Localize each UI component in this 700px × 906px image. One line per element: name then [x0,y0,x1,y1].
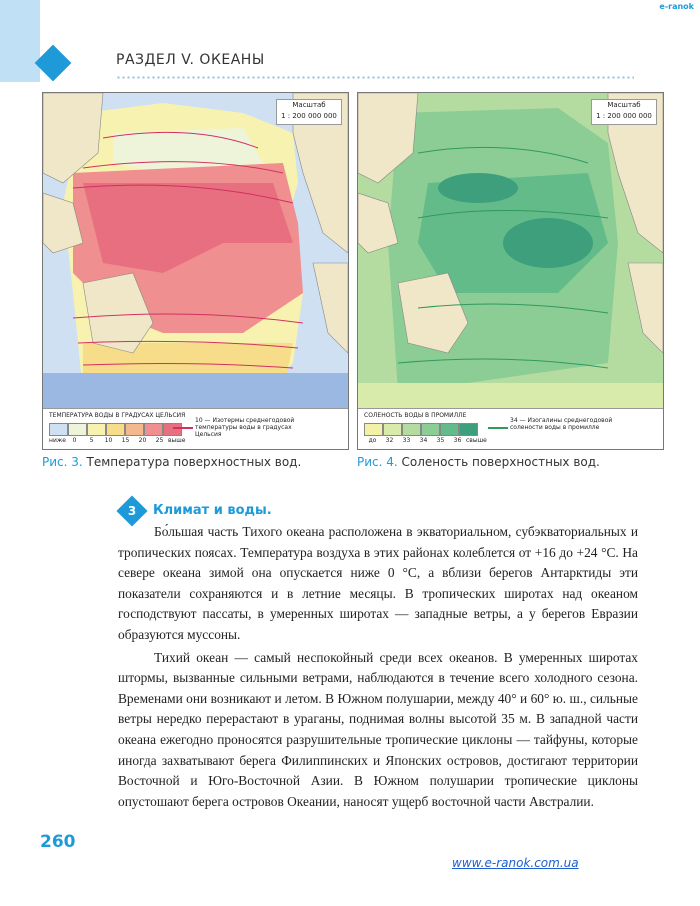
legend-swatch [87,423,106,436]
map-temperature-drawing [43,93,348,409]
legend-swatch [163,423,182,436]
legend-swatch [459,423,478,436]
map-salinity [357,92,664,450]
legend-isoline-text: 34 — Изогалины среднегодовой солености воды в промилле [510,417,613,431]
map-salinity-drawing [358,93,663,409]
legend-title: СОЛЕНОСТЬ ВОДЫ В ПРОМИЛЛЕ [364,412,467,419]
map-temperature-scale: Масштаб 1 : 200 000 000 [276,99,342,125]
legend-swatch [144,423,163,436]
header-color-bar [0,0,40,82]
site-link[interactable]: www.e-ranok.com.ua [452,856,579,870]
section-number-badge: 3 [116,495,147,526]
header-dotted-divider [116,75,634,80]
section-diamond-icon [35,45,72,82]
section-heading: Климат и воды. [153,503,272,518]
map-salinity-scale: Масштаб 1 : 200 000 000 [591,99,657,125]
legend-swatch [383,423,402,436]
legend-labels: до 32 33 34 35 36 свыше [368,437,487,444]
legend-swatch [364,423,383,436]
legend-swatches [364,423,478,436]
legend-swatches [49,423,182,436]
legend-swatch [125,423,144,436]
paragraph: Тихий океан — самый неспокойный среди всех океанов. В умеренных широтах штормы, вызванные сильными ветрами, наблюдаются в течение всего холодного сезона. Временами они возникают и летом. В Южном полушарии, между 40° и 60° ю. ш., сильные ветры нередко перерастают в ураганы, поднимая волны высотой 35 м. В западной части океана ежегодно проносятся разрушительные тропические циклоны — тайфуны, которые иногда захватывают берега Филиппинских и Японских островов, достигают территории Восточной и Юго-Восточной Азии. В Южном полушарии тропические циклоны опустошают берега островов Океании, наносят ущерб восточной части Австралии. [118,649,638,809]
section-title: РАЗДЕЛ V. ОКЕАНЫ [116,52,265,68]
figure-caption-4: Рис. 4. Соленость поверхностных вод. [357,455,600,469]
legend-swatch [68,423,87,436]
map-temperature-legend [43,408,348,449]
legend-isoline-text: 10 — Изотермы среднегодовой температуры воды в градусах Цельсия [195,417,295,438]
figure-caption-3: Рис. 3. Температура поверхностных вод. [42,455,302,469]
legend-swatch [421,423,440,436]
legend-swatch [49,423,68,436]
publisher-logo: e-ranok [659,2,694,11]
legend-swatch [106,423,125,436]
legend-isoline-icon [488,427,508,429]
map-salinity-legend [358,408,663,449]
legend-swatch [440,423,459,436]
paragraph: Бо́льшая часть Тихого океана расположена в экваториальном, субэкваториальных и тропических поясах. Температура воздуха в этих районах колеблется от +16 до +24 °С. На севере океана зимой она опускается ниже 0 °С, а вблизи берегов Антарктиды эти показатели сохраняются и в летние месяцы. В тропических широтах над океаном господствуют пассаты, в умеренных широтах — западные ветры, а у берегов Евразии образуются муссоны. [118,524,638,642]
legend-title: ТЕМПЕРАТУРА ВОДЫ В ГРАДУСАХ ЦЕЛЬСИЯ [49,412,186,419]
page-number: 260 [40,832,76,852]
legend-swatch [402,423,421,436]
legend-isoline-icon [173,427,193,429]
body-text [118,522,638,812]
map-temperature [42,92,349,450]
legend-labels: ниже 0 5 10 15 20 25 выше [49,437,186,444]
